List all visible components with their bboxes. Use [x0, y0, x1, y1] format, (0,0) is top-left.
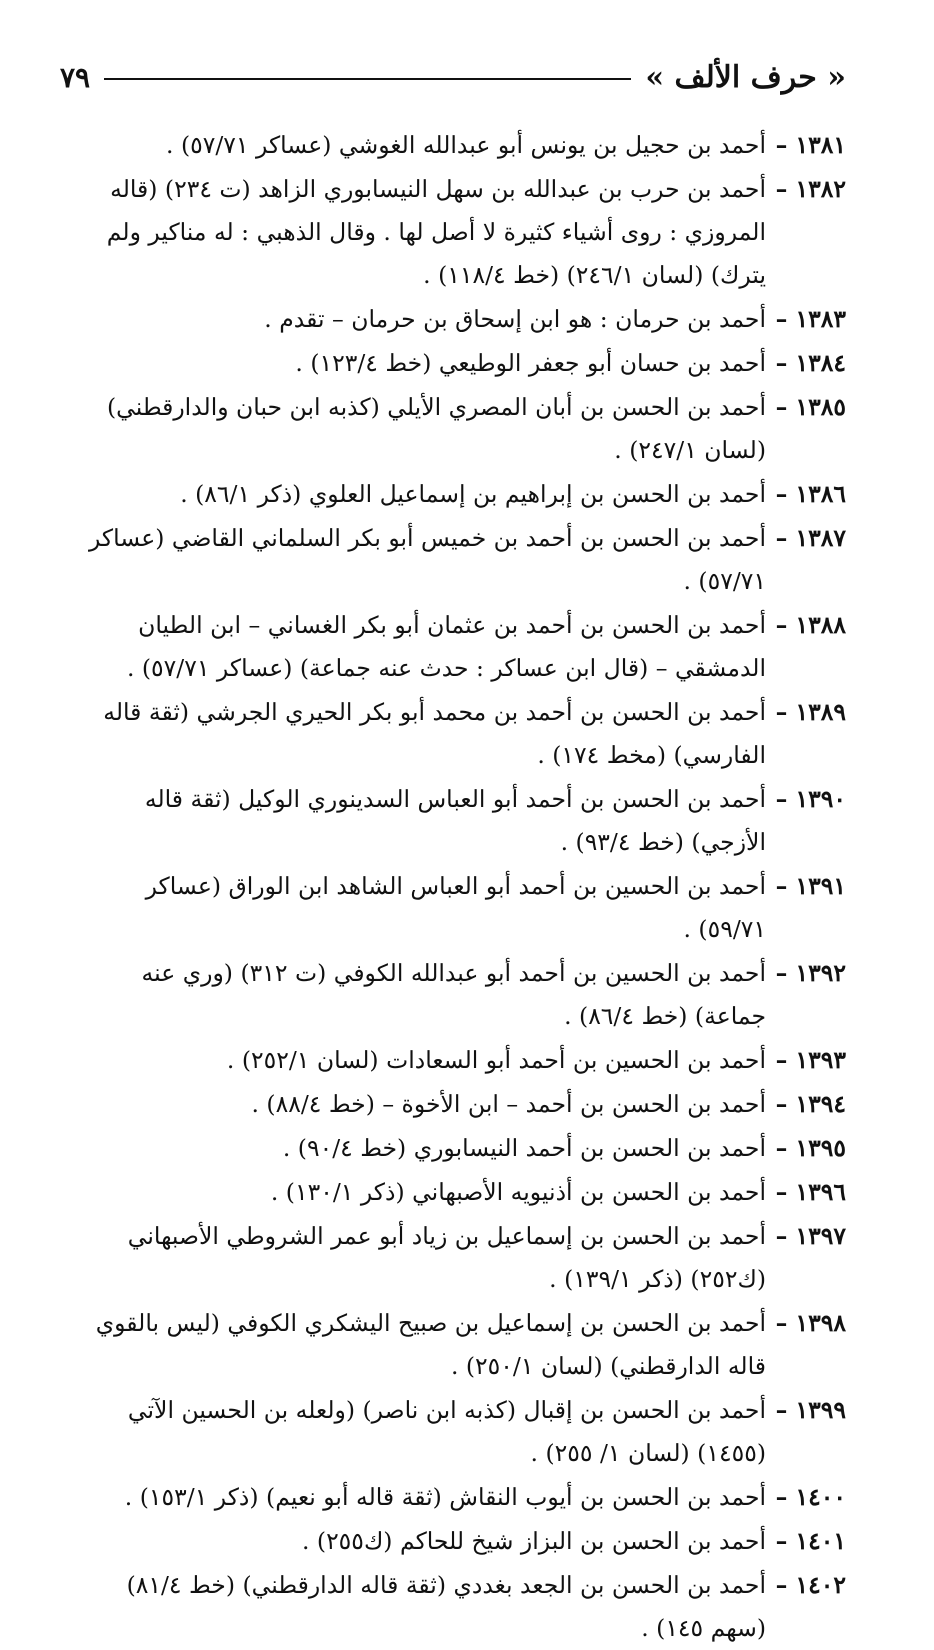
entry-number: ١٣٩٣ – — [768, 1039, 846, 1082]
entry — [78, 1520, 846, 1563]
entry-number: ١٣٩٢ – — [768, 952, 846, 995]
entry — [78, 778, 846, 864]
entry — [78, 473, 846, 516]
entry-number: ١٣٨٤ – — [768, 342, 846, 385]
entry-text: أحمد بن الحسن بن أبان المصري الأيلي (كذبه ابن حبان والدارقطني) (لسان ٢٤٧/١) . — [106, 393, 766, 464]
entry-number: ١٣٩٧ – — [768, 1215, 846, 1258]
entry-number: ١٣٩٩ – — [768, 1389, 846, 1432]
entry — [78, 604, 846, 690]
entry — [78, 1302, 846, 1388]
entry — [78, 1215, 846, 1301]
entry-list — [78, 124, 846, 1650]
page-number: ٧٩ — [60, 60, 91, 94]
entry — [78, 168, 846, 297]
entry-text: أحمد بن الحسن بن أحمد بن عثمان أبو بكر الغساني – ابن الطيان الدمشقي – (قال ابن عساكر : حدث عنه جماعة) (عساكر ٥٧/٧١) . — [126, 611, 766, 682]
entry-text: أحمد بن حجيل بن يونس أبو عبدالله الغوشي (عساكر ٥٧/٧١) . — [166, 131, 766, 159]
entry-number: ١٣٩٨ – — [768, 1302, 846, 1345]
entry — [78, 386, 846, 472]
entry-text: أحمد بن الحسن بن أحمد – ابن الأخوة – (خط ٨٨/٤) . — [251, 1090, 766, 1118]
entry-text: أحمد بن الحسن بن أيوب النقاش (ثقة قاله أبو نعيم) (ذكر ١٥٣/١) . — [124, 1483, 766, 1511]
entry — [78, 1039, 846, 1082]
entry — [78, 342, 846, 385]
entry-number: ١٣٨٢ – — [768, 168, 846, 211]
header-rule — [104, 78, 631, 80]
entry — [78, 1476, 846, 1519]
entry-number: ١٣٩٤ – — [768, 1083, 846, 1126]
entry — [78, 1171, 846, 1214]
entry-number: ١٣٨١ – — [768, 124, 846, 167]
entry-text: أحمد بن الحسين بن أحمد أبو السعادات (لسان ٢٥٢/١) . — [226, 1046, 766, 1074]
entry-number: ١٤٠٢ – — [768, 1564, 846, 1607]
entry-text: أحمد بن الحسن بن أحمد بن خميس أبو بكر السلماني القاضي (عساكر ٥٧/٧١) . — [88, 524, 766, 595]
entry-text: أحمد بن الحسين بن أحمد أبو العباس الشاهد ابن الوراق (عساكر ٥٩/٧١) . — [145, 872, 766, 943]
entry — [78, 865, 846, 951]
entry-text: أحمد بن الحسين بن أحمد أبو عبدالله الكوفي (ت ٣١٢) (وري عنه جماعة) (خط ٨٦/٤) . — [141, 959, 766, 1030]
entry-number: ١٣٨٧ – — [768, 517, 846, 560]
entry — [78, 1127, 846, 1170]
entry-text: أحمد بن حسان أبو جعفر الوطيعي (خط ١٢٣/٤) . — [295, 349, 766, 377]
entry-text: أحمد بن الحسن بن الجعد بغددي (ثقة قاله الدارقطني) (خط ٨١/٤) (سهم ١٤٥) . — [126, 1571, 766, 1642]
entry — [78, 691, 846, 777]
entry-text: أحمد بن الحسن بن أذنيويه الأصبهاني (ذكر ١٣٠/١) . — [270, 1178, 766, 1206]
entry — [78, 517, 846, 603]
chapter-title: « حرف الألف » — [645, 59, 846, 95]
entry-number: ١٣٨٩ – — [768, 691, 846, 734]
page-header — [60, 52, 846, 102]
entry-text: أحمد بن الحسن بن أحمد النيسابوري (خط ٩٠/٤) . — [282, 1134, 766, 1162]
entry-number: ١٣٩١ – — [768, 865, 846, 908]
entry-number: ١٣٨٨ – — [768, 604, 846, 647]
entry-number: ١٣٨٥ – — [768, 386, 846, 429]
entry — [78, 298, 846, 341]
entry-text: أحمد بن حرمان : هو ابن إسحاق بن حرمان – تقدم . — [264, 305, 766, 333]
entry — [78, 952, 846, 1038]
entry-text: أحمد بن الحسن بن إبراهيم بن إسماعيل العلوي (ذكر ٨٦/١) . — [180, 480, 766, 508]
entry-text: أحمد بن الحسن بن أحمد بن محمد أبو بكر الحيري الجرشي (ثقة قاله الفارسي) (مخط ١٧٤) . — [103, 698, 766, 769]
entry-number: ١٤٠٠ – — [768, 1476, 846, 1519]
entry-number: ١٣٩٠ – — [768, 778, 846, 821]
entry — [78, 1564, 846, 1650]
entry-number: ١٤٠١ – — [768, 1520, 846, 1563]
entry-number: ١٣٩٥ – — [768, 1127, 846, 1170]
entry-number: ١٣٨٦ – — [768, 473, 846, 516]
entry-text: أحمد بن الحسن بن إقبال (كذبه ابن ناصر) (ولعله بن الحسين الآتي (١٤٥٥) (لسان ١/ ٢٥٥) . — [127, 1396, 766, 1467]
entry-text: أحمد بن الحسن بن أحمد أبو العباس السدينوري الوكيل (ثقة قاله الأزجي) (خط ٩٣/٤) . — [144, 785, 766, 856]
entry-number: ١٣٨٣ – — [768, 298, 846, 341]
entry — [78, 124, 846, 167]
entry-text: أحمد بن الحسن بن إسماعيل بن صبيح اليشكري الكوفي (ليس بالقوي قاله الدارقطني) (لسان ٢٥٠/١) . — [95, 1309, 766, 1380]
entry-text: أحمد بن الحسن بن إسماعيل بن زياد أبو عمر الشروطي الأصبهاني (ك٢٥٢) (ذكر ١٣٩/١) . — [127, 1222, 766, 1293]
entry-number: ١٣٩٦ – — [768, 1171, 846, 1214]
entry-text: أحمد بن الحسن بن البزاز شيخ للحاكم (ك٢٥٥) . — [301, 1527, 766, 1555]
entry — [78, 1083, 846, 1126]
entry-text: أحمد بن حرب بن عبدالله بن سهل النيسابوري الزاهد (ت ٢٣٤) (قاله المروزي : روى أشياء كثيرة لا أصل لها . وقال الذهبي : له مناكير ولم يترك) (لسان ٢٤٦/١) (خط ١١٨/٤) . — [106, 175, 766, 289]
entry — [78, 1389, 846, 1475]
